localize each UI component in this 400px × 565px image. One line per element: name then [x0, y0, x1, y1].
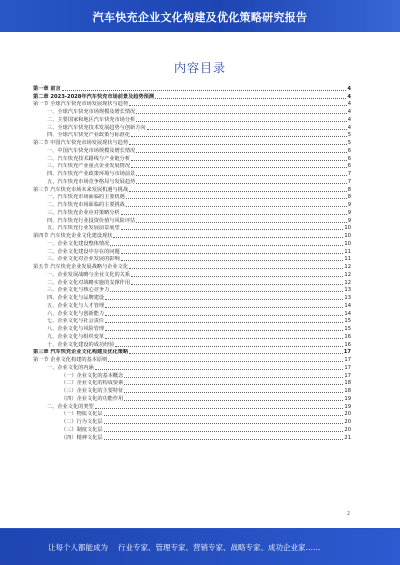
toc-entry-title: 第四节 汽车快充企业文化建设现状	[33, 233, 113, 239]
toc-entry-page: 4	[347, 93, 351, 100]
toc-leader-dots	[110, 245, 343, 246]
toc-entry-title: 五、汽车快充行业发展前景展望	[47, 225, 120, 232]
toc-entry[interactable]	[33, 310, 351, 318]
toc-leader-dots	[121, 260, 344, 261]
toc-leader-dots	[136, 121, 346, 122]
toc-leader-dots	[105, 322, 343, 323]
toc-entry-title: 五、企业文化与人才管理	[47, 302, 105, 309]
toc-entry-title: 第一节 全球汽车快充市场发展现状与趋势	[33, 101, 129, 108]
toc-leader-dots	[121, 229, 344, 230]
toc-entry-title: （三）制度文化层	[61, 426, 103, 433]
toc-leader-dots	[105, 315, 343, 316]
toc-leader-dots	[131, 284, 343, 285]
toc-entry-title: 一、中国汽车快充市场规模及增长情况	[47, 147, 136, 154]
toc-entry-page: 4	[347, 101, 351, 108]
toc-leader-dots	[95, 369, 344, 370]
toc-entry-page: 7	[347, 178, 351, 185]
toc-entry-page: 4	[347, 116, 351, 123]
toc-entry[interactable]	[33, 170, 351, 178]
toc-entry[interactable]	[33, 356, 351, 364]
toc-leader-dots	[110, 291, 343, 292]
toc-entry[interactable]	[33, 434, 351, 442]
footer-bar	[0, 529, 400, 565]
toc-entry[interactable]	[33, 294, 351, 302]
toc-entry-page: 17	[344, 357, 351, 363]
toc-entry-title: 四、汽车快充产业政策环境与市场前景	[47, 171, 136, 177]
toc-entry-title: 三、企业文化与核心竞争力	[47, 287, 110, 294]
toc-entry[interactable]	[33, 341, 351, 349]
toc-leader-dots	[136, 175, 346, 176]
toc-entry[interactable]	[33, 155, 351, 163]
toc-entry-title: 第一章 前言	[33, 85, 61, 92]
toc-entry-page: 18	[344, 388, 351, 394]
toc-entry[interactable]	[33, 85, 351, 93]
toc-leader-dots	[124, 400, 343, 401]
toc-entry-title: 一、企业文化的内涵	[47, 364, 94, 371]
toc-entry[interactable]	[33, 248, 351, 256]
toc-entry-page: 4	[347, 85, 351, 92]
toc-leader-dots	[104, 439, 344, 440]
toc-entry-title: 二、企业文化建设中存在的问题	[47, 248, 120, 255]
toc-leader-dots	[131, 136, 347, 137]
toc-entry-title: 一、企业文化建设整体情况	[47, 240, 110, 247]
toc-entry[interactable]	[33, 411, 351, 419]
toc-leader-dots	[129, 191, 347, 192]
toc-entry-page: 19	[344, 403, 351, 410]
toc-entry-title: 第三节 汽车快充市场未来发展机遇与挑战	[33, 186, 129, 193]
page-number: 2	[346, 511, 350, 517]
toc-entry-title: 第五节 汽车快充企业发展战略与企业文化	[33, 264, 129, 270]
toc-entry[interactable]	[33, 287, 351, 295]
toc-entry-title: 二、汽车快充市场面临的主要挑战	[47, 202, 125, 208]
toc-entry-page: 12	[344, 264, 351, 270]
toc-entry-title: 一、企业发展战略与企业文化的关系	[47, 271, 131, 278]
toc-entry-title: 三、企业文化对企业发展的影响	[47, 256, 120, 263]
toc-entry-title: 八、企业文化与风险管理	[47, 326, 105, 332]
toc-entry-page: 13	[344, 287, 351, 294]
toc-entry-page: 20	[344, 419, 351, 425]
toc-entry[interactable]	[33, 263, 351, 271]
toc-leader-dots	[136, 152, 346, 153]
toc-entry-title: 三、汽车快充企业应对策略分析	[47, 209, 120, 216]
toc-entry-title: 第二章 2023-2028年汽车快充市场前景及趋势预测	[33, 93, 155, 100]
toc-entry-title: 三、全球汽车快充技术发展趋势与创新方向	[47, 124, 146, 131]
toc-entry-title: 三、汽车快充产业重点企业发展情况	[47, 163, 131, 170]
toc-entry-page: 10	[344, 240, 351, 247]
toc-entry[interactable]	[33, 201, 351, 209]
toc-entry-page: 9	[347, 217, 351, 224]
toc-leader-dots	[126, 198, 347, 199]
toc-leader-dots	[126, 206, 347, 207]
toc-entry-title: 九、企业文化与组织变革	[47, 333, 105, 340]
toc-entry-title: （一）物质文化层	[61, 411, 103, 418]
toc-leader-dots	[147, 129, 347, 130]
toc-leader-dots	[104, 415, 344, 416]
toc-entry-title: （二）行为文化层	[61, 419, 103, 425]
toc-entry[interactable]	[33, 163, 351, 171]
toc-entry-title: 二、主要国家和地区汽车快充市场分析	[47, 116, 136, 123]
toc-leader-dots	[124, 384, 343, 385]
toc-entry-page: 8	[347, 194, 351, 201]
toc-entry[interactable]	[33, 256, 351, 264]
toc-leader-dots	[108, 361, 343, 362]
toc-entry-page: 10	[344, 233, 351, 239]
toc-title: 内容目录	[173, 61, 226, 75]
toc-entry-page: 12	[344, 279, 351, 286]
toc-entry-title: 四、企业文化与品牌建设	[47, 295, 105, 301]
toc-entry-title: 五、汽车快充市场竞争格局与发展趋势	[47, 178, 136, 185]
toc-leader-dots	[95, 408, 344, 409]
toc-entry[interactable]	[33, 418, 351, 426]
toc-leader-dots	[115, 346, 343, 347]
toc-entry[interactable]	[33, 139, 351, 147]
toc-entry-page: 7	[347, 171, 351, 177]
toc-entry[interactable]	[33, 364, 351, 372]
toc-entry-page: 6	[347, 155, 351, 162]
toc-leader-dots	[121, 253, 344, 254]
toc-leader-dots	[121, 214, 347, 215]
toc-entry-title: （三）企业文化的主要特征	[61, 388, 124, 394]
toc-entry-title: （四）企业文化的功能作用	[61, 395, 124, 402]
toc-entry-title: （二）企业文化的构成要素	[61, 380, 124, 387]
toc-entry[interactable]	[33, 132, 351, 140]
toc-entry[interactable]	[33, 325, 351, 333]
toc-entry-page: 18	[344, 380, 351, 387]
toc-leader-dots	[104, 423, 344, 424]
toc-leader-dots	[62, 90, 347, 91]
toc-leader-dots	[105, 338, 343, 339]
toc-leader-dots	[105, 299, 343, 300]
toc-entry-page: 15	[344, 326, 351, 332]
toc-entry-title: 第二节 中国汽车快充市场发展现状与趋势	[33, 140, 129, 146]
toc-entry-page: 16	[344, 333, 351, 340]
toc-entry-page: 21	[344, 434, 351, 441]
toc-leader-dots	[155, 98, 346, 99]
toc-leader-dots	[131, 160, 347, 161]
toc-entry[interactable]	[33, 387, 351, 395]
toc-entry[interactable]	[33, 147, 351, 155]
toc-entry[interactable]	[33, 240, 351, 248]
toc-entry-page: 5	[347, 132, 351, 139]
toc-entry-page: 14	[344, 310, 351, 317]
toc-entry[interactable]	[33, 380, 351, 388]
toc-entry-title: 二、企业文化对战略实施的支撑作用	[47, 279, 131, 286]
toc-entry[interactable]	[33, 194, 351, 202]
toc-leader-dots	[105, 307, 343, 308]
toc-entry-title: 十、企业文化建设的成功经验	[47, 341, 115, 348]
toc-entry-page: 4	[347, 124, 351, 131]
toc-leader-dots	[129, 268, 343, 269]
toc-entry-page: 17	[344, 372, 351, 379]
toc-leader-dots	[136, 222, 346, 223]
toc-entry-page: 20	[344, 426, 351, 433]
toc-leader-dots	[136, 183, 346, 184]
toc-leader-dots	[129, 353, 343, 354]
toc-entry-page: 11	[344, 256, 351, 263]
toc-entry-page: 17	[343, 349, 351, 356]
toc-leader-dots	[136, 113, 346, 114]
toc-leader-dots	[129, 105, 347, 106]
toc-entry[interactable]	[33, 124, 351, 132]
toc-entry-page: 10	[344, 225, 351, 232]
toc-entry-page: 9	[347, 202, 351, 208]
toc-entry[interactable]	[33, 318, 351, 326]
toc-entry[interactable]	[33, 403, 351, 411]
toc-entry-title: 四、全球汽车快充产业政策与标准化	[47, 132, 131, 139]
toc-entry-page: 12	[344, 271, 351, 278]
toc-entry-page: 15	[344, 318, 351, 325]
toc-entry[interactable]	[33, 108, 351, 116]
toc-entry-title: 六、企业文化与创新能力	[47, 310, 105, 317]
toc-entry[interactable]	[33, 217, 351, 225]
toc-entry[interactable]	[33, 232, 351, 240]
toc-entry-page: 11	[344, 248, 351, 255]
toc-leader-dots	[129, 144, 347, 145]
toc-entry-title: 四、汽车快充行业投资价值与风险评估	[47, 217, 136, 224]
toc-leader-dots	[124, 377, 343, 378]
toc-entry-page: 4	[347, 109, 351, 115]
toc-entry[interactable]	[33, 349, 351, 357]
toc-leader-dots	[105, 330, 343, 331]
footer-tagline: 行业专家、管理专家、营销专家、战略专家、成功企业家……	[118, 543, 321, 552]
toc-entry-title: （一）企业文化的基本概念	[61, 372, 124, 379]
report-title: 汽车快充企业文化构建及优化策略研究报告	[92, 11, 308, 24]
toc-entry-page: 16	[344, 341, 351, 348]
toc-entry-title: 第一节 企业文化构建的基本原则	[33, 357, 108, 363]
toc-entry-title: 第三章 汽车快充企业文化构建及优化策略	[33, 349, 129, 356]
table-of-contents	[33, 85, 351, 442]
toc-leader-dots	[131, 167, 347, 168]
toc-entry[interactable]	[33, 271, 351, 279]
toc-entry[interactable]	[33, 372, 351, 380]
toc-leader-dots	[104, 431, 344, 432]
toc-entry-page: 17	[344, 364, 351, 371]
toc-leader-dots	[131, 276, 343, 277]
toc-entry-page: 20	[344, 411, 351, 418]
toc-entry-title: 一、汽车快充市场面临的主要机遇	[47, 194, 125, 201]
toc-entry-page: 6	[347, 163, 351, 170]
toc-leader-dots	[124, 392, 343, 393]
toc-entry[interactable]	[33, 302, 351, 310]
toc-entry-title: 一、全球汽车快充市场规模及增长情况	[47, 109, 136, 115]
toc-entry-title: （四）精神文化层	[61, 434, 103, 441]
toc-entry-page: 14	[344, 302, 351, 309]
toc-entry[interactable]	[33, 333, 351, 341]
toc-entry-title: 七、企业文化与社会责任	[47, 318, 105, 325]
toc-entry-page: 9	[347, 209, 351, 216]
toc-entry-page: 8	[347, 186, 351, 193]
toc-entry-page: 5	[347, 140, 351, 146]
toc-entry-page: 6	[347, 147, 351, 154]
toc-entry[interactable]	[33, 279, 351, 287]
toc-entry[interactable]	[33, 395, 351, 403]
toc-leader-dots	[113, 237, 343, 238]
toc-entry[interactable]	[33, 178, 351, 186]
toc-entry-title: 二、企业文化的类型	[47, 403, 94, 410]
header-bar	[0, 0, 400, 32]
toc-entry[interactable]	[33, 209, 351, 217]
toc-entry[interactable]	[33, 101, 351, 109]
toc-entry-title: 二、汽车快充技术路线与产业链分析	[47, 155, 131, 162]
toc-entry[interactable]	[33, 93, 351, 101]
footer-slogan: 让每个人都能成为	[48, 543, 108, 552]
toc-entry-page: 13	[344, 295, 351, 301]
toc-entry-page: 19	[344, 395, 351, 402]
toc-entry[interactable]	[33, 116, 351, 124]
toc-entry[interactable]	[33, 186, 351, 194]
toc-entry[interactable]	[33, 225, 351, 233]
toc-entry[interactable]	[33, 426, 351, 434]
